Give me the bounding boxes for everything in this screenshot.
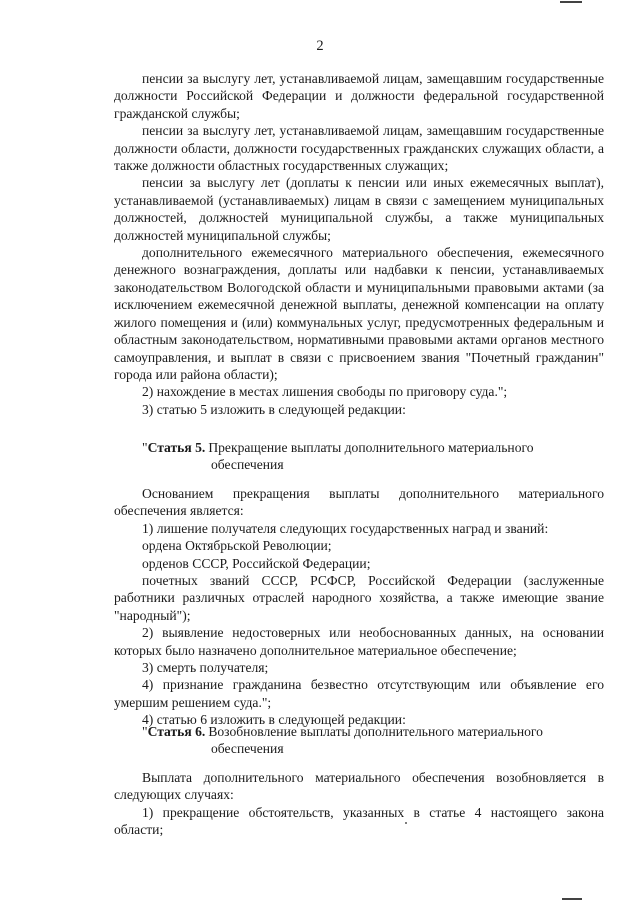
paragraph: Основанием прекращения выплаты дополнительного материального обеспечения является: [114, 486, 604, 519]
text-block-3 [114, 769, 604, 839]
paragraph: ордена Октябрьской Революции; [142, 538, 332, 554]
paragraph: пенсии за выслугу лет (доплаты к пенсии или иных ежемесячных выплат), устанавливаемой (устанавливаемых) лицам в связи с замещением муниципальных должностей, должностей муниципальной службы, а также муниципальных должностей муниципальной службы; [114, 175, 604, 243]
scan-mark-top-right [560, 1, 582, 3]
paragraph: 1) лишение получателя следующих государственных наград и званий: [142, 520, 549, 536]
text-block-2 [114, 485, 604, 729]
paragraph: Выплата дополнительного материального обеспечения возобновляется в следующих случаях: [114, 770, 604, 803]
paragraph: пенсии за выслугу лет, устанавливаемой лицам, замещавшим государственные должности области, должности государственных гражданских служащих области, а также должности областных государственных служащих; [114, 123, 604, 174]
paragraph: пенсии за выслугу лет, устанавливаемой лицам, замещавшим государственные должности Российской Федерации и должности федеральной государственной гражданской службы; [114, 71, 604, 121]
paragraph: 1) прекращение обстоятельств, указанных в статье 4 настоящего закона области; [114, 804, 604, 838]
paragraph: почетных званий СССР, РСФСР, Российской Федерации (заслуженные работники различных отраслей народного хозяйства, а также имеющие звание "народный"); [114, 573, 604, 623]
paragraph: 2) выявление недостоверных или необоснованных данных, на основании которых было назначено дополнительное материальное обеспечение; [114, 625, 604, 658]
article-6-heading [114, 723, 604, 758]
paragraph: 4) статью 6 изложить в следующей редакции: [142, 712, 406, 728]
paragraph: 4) признание гражданина безвестно отсутствующим или объявление его умершим решением суда."; [114, 677, 604, 710]
paragraph: 3) статью 5 изложить в следующей редакции: [142, 401, 406, 417]
paragraph: 3) смерть получателя; [142, 660, 269, 676]
article-title-line-1: Прекращение выплаты дополнительного материального [208, 440, 534, 455]
scan-mark-bottom-right [562, 898, 582, 900]
quote-mark: " [142, 440, 148, 455]
article-title-line-1: Возобновление выплаты дополнительного материального [208, 724, 543, 739]
article-title-line-2: обеспечения [211, 741, 284, 757]
quote-mark: " [142, 724, 148, 739]
text-block-1 [114, 70, 604, 418]
article-5-heading [114, 439, 604, 474]
article-title-line-2: обеспечения [211, 457, 284, 473]
paragraph: 2) нахождение в местах лишения свободы по приговору суда."; [142, 384, 508, 400]
paragraph: орденов СССР, Российской Федерации; [142, 555, 371, 571]
page-number: 2 [316, 38, 324, 54]
paragraph: дополнительного ежемесячного материального обеспечения, ежемесячного денежного вознаграждения, доплаты или надбавки к пенсии, устанавливаемых законодательством Вологодской области и муниципальными правовыми актами (за исключением ежемесячной денежной выплаты, денежной компенсации на оплату жилого помещения и (или) коммунальных услуг, предусмотренных федеральным и областным законодательством, нормативными правовыми актами органов местного самоуправления, и выплат в связи с присвоением звания "Почетный гражданин" города или района области); [114, 245, 604, 382]
article-label: Статья 6. [147, 724, 206, 739]
article-label: Статья 5. [147, 440, 206, 455]
